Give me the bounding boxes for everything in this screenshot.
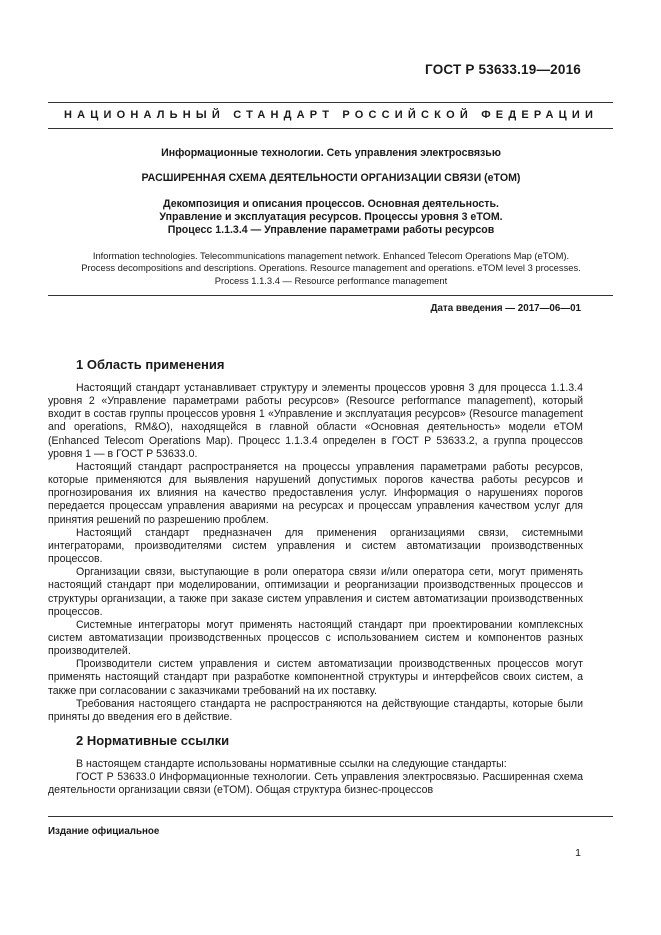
section-1-paragraph: Настоящий стандарт предназначен для применения организациями связи, системными интеграторами, производителями систем управления и систем автоматизации производственных процессов. <box>48 526 583 566</box>
introduction-date: Дата введения — 2017—06—01 <box>430 303 581 314</box>
section-1-paragraph: Системные интеграторы могут применять настоящий стандарт при проектировании комплексных систем автоматизации производственных процессов с использованием систем и компонентов разных производителей. <box>48 618 583 658</box>
national-standard-header: НАЦИОНАЛЬНЫЙ СТАНДАРТ РОССИЙСКОЙ ФЕДЕРАЦИИ <box>63 109 599 121</box>
section-1-paragraph: Организации связи, выступающие в роли оператора связи и/или оператора сети, могут применять настоящий стандарт при моделировании, оптимизации и реорганизации производственных процессов и структуры организации, а также при заказе систем управления и систем автоматизации производственных процессов. <box>48 566 583 618</box>
section-2-heading: 2 Нормативные ссылки <box>76 733 230 748</box>
english-title <box>48 250 614 287</box>
title-subject <box>48 147 614 160</box>
footer-rule <box>48 816 613 817</box>
section-2-paragraph: ГОСТ Р 53633.0 Информационные технологии. Сеть управления электросвязью. Расширенная схема деятельности организации связи (eTOM). Общая структура бизнес-процессов <box>48 771 583 797</box>
title-main <box>48 172 614 185</box>
header-top-rule <box>48 102 613 103</box>
official-edition-note: Издание официальное <box>48 826 160 837</box>
section-1-paragraph: Настоящий стандарт устанавливает структуру и элементы процессов уровня 3 для процесса 1.1.3.4 уровня 2 «Управление параметрами работы ресурсов» (Resource performance management), который входит в состав группы процессов уровня 1 «Управление и эксплуатация ресурсов» (Resource management and operations, RM&O), находящейся в главной области «Основная деятельность» модели eTOM (Enhanced Telecom Operations Map). Процесс 1.1.3.4 определен в ГОСТ Р 53633.2, а группа процессов уровня 1 — в ГОСТ Р 53633.0. <box>48 382 583 460</box>
section-2-paragraph: В настоящем стандарте использованы нормативные ссылки на следующие стандарты: <box>76 758 507 770</box>
english-title-line-1: Information technologies. Telecommunications management network. Enhanced Telecom Operations Map (eTOM). <box>92 250 570 261</box>
title-line-1: Информационные технологии. Сеть управления электросвязью <box>161 147 501 159</box>
section-1-heading: 1 Область применения <box>76 357 225 372</box>
title-line-3: Декомпозиция и описания процессов. Основная деятельность. <box>163 198 499 210</box>
title-line-5: Процесс 1.1.3.4 — Управление параметрами работы ресурсов <box>167 224 495 236</box>
english-title-line-2: Process decompositions and descriptions. Operations. Resource management and operations. eTOM level 3 processes. <box>81 262 581 274</box>
page-number: 1 <box>575 847 581 859</box>
title-line-2: РАСШИРЕННАЯ СХЕМА ДЕЯТЕЛЬНОСТИ ОРГАНИЗАЦИИ СВЯЗИ (eTOM) <box>141 172 521 184</box>
title-line-4: Управление и эксплуатация ресурсов. Процессы уровня 3 eTOM. <box>159 211 503 223</box>
english-title-line-3: Process 1.1.3.4 — Resource performance management <box>214 274 448 286</box>
section-2-body <box>48 758 583 797</box>
section-1-paragraph: Производители систем управления и систем автоматизации производственных процессов могут применять настоящий стандарт при разработке компонентной структуры и интерфейсов своих систем, а также при согласовании с заказчиками требований на их поставку. <box>48 658 583 697</box>
date-top-rule <box>48 295 613 296</box>
section-1-body <box>48 382 583 724</box>
section-1-paragraph: Требования настоящего стандарта не распространяются на действующие стандарты, которые были приняты до введения его в действие. <box>48 697 583 723</box>
document-number: ГОСТ Р 53633.19—2016 <box>425 62 581 77</box>
header-bottom-rule <box>48 128 613 129</box>
title-part <box>48 198 614 237</box>
section-1-paragraph: Настоящий стандарт распространяется на процессы управления параметрами работы ресурсов, которые применяются для выявления нарушений допустимых порогов качества работы ресурсов и прогнозирования их влияния на качество предоставления услуг. Информация о нарушениях порогов передается процессам управления авариями на ресурсах и процессам управления качеством услуг для принятия решений по разрешению проблем. <box>48 460 583 526</box>
